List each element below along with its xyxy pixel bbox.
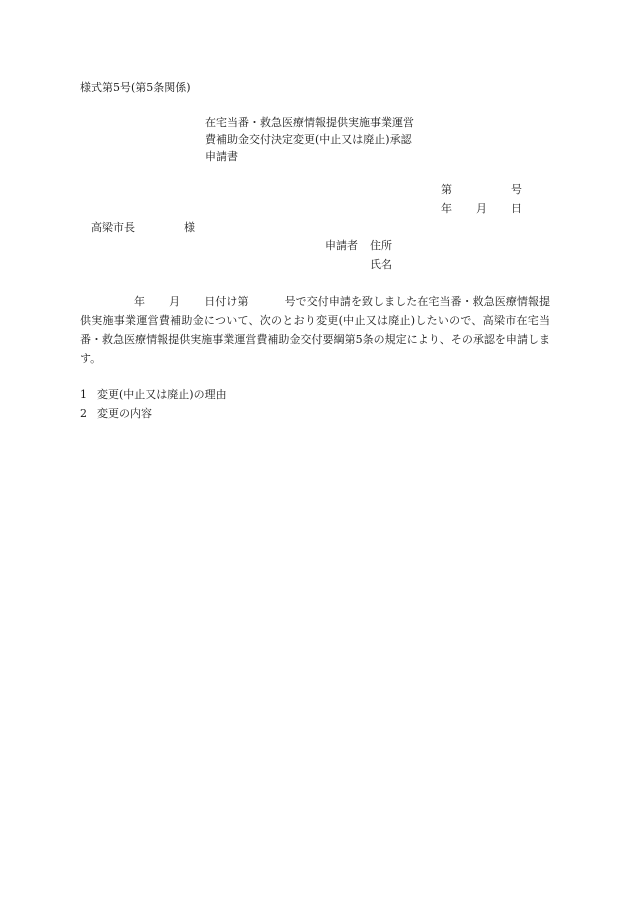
doc-number-suffix: 号 xyxy=(511,183,522,196)
list-item-number: 1 xyxy=(80,388,87,401)
list-item-number: 2 xyxy=(80,407,87,420)
applicant-name-label: 氏名 xyxy=(370,258,392,271)
body-text: 号で交付申請を致しました在宅当番・救急医療情報提供実施事業運営費補助金について、次のとおり変更(中止又は廃止)したいので、高梁市在宅当番・救急医療情報提供実施事業運営費補助金交付要綱第5条の規定により、その承認を申請します。 xyxy=(80,295,551,365)
body-month: 月 xyxy=(169,295,181,308)
date-month: 月 xyxy=(476,202,487,215)
list-item-text: 変更(中止又は廃止)の理由 xyxy=(97,388,227,401)
document-title-line-1: 在宅当番・救急医療情報提供実施事業運営 xyxy=(205,116,414,129)
body-dated-number: 日付け第 xyxy=(204,295,249,308)
applicant-address-label: 住所 xyxy=(370,239,392,252)
document-title-line-3: 申請書 xyxy=(205,150,238,163)
doc-number-prefix: 第 xyxy=(441,183,452,196)
addressee-name: 高梁市長 xyxy=(91,221,135,234)
list-item-text: 変更の内容 xyxy=(97,407,152,420)
body-year: 年 xyxy=(134,295,146,308)
body-paragraph xyxy=(80,292,550,368)
addressee-honorific: 様 xyxy=(184,221,195,234)
document-title-line-2: 費補助金交付決定変更(中止又は廃止)承認 xyxy=(205,133,412,146)
date-day: 日 xyxy=(511,202,522,215)
date-year: 年 xyxy=(441,202,452,215)
form-number: 様式第5号(第5条関係) xyxy=(80,81,191,94)
applicant-label: 申請者 xyxy=(325,239,358,252)
